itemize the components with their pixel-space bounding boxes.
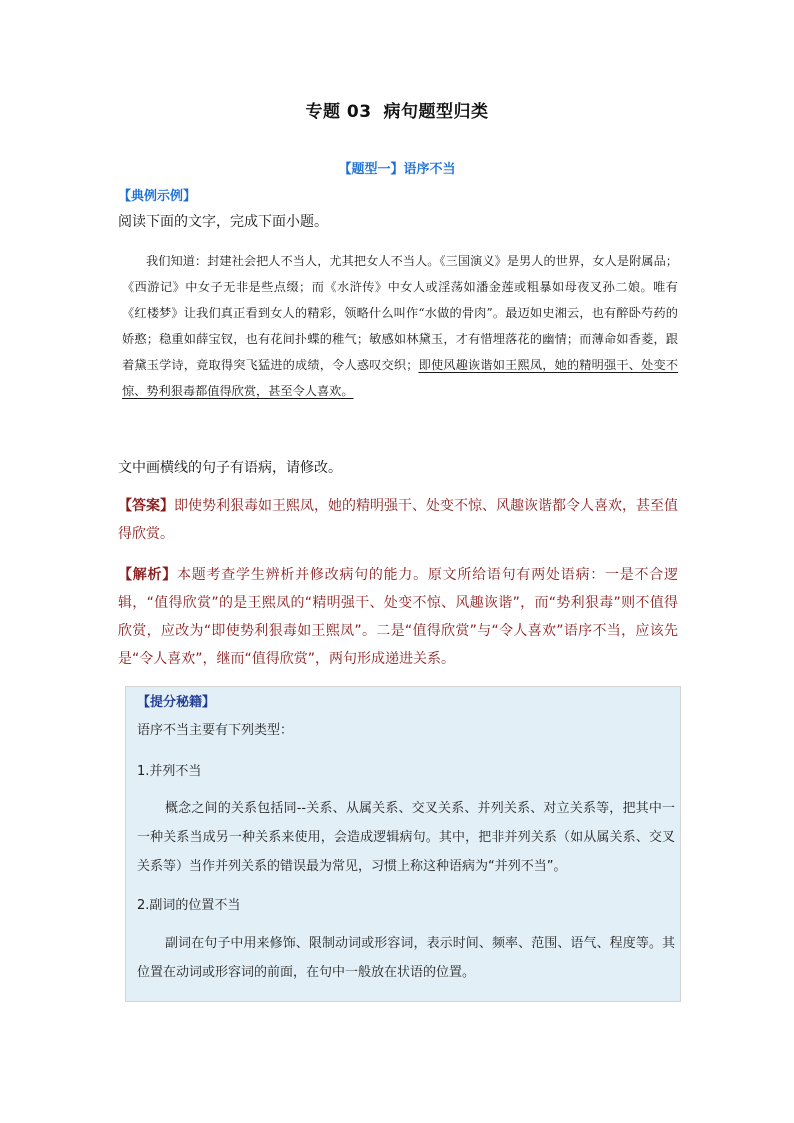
analysis-block <box>118 561 678 673</box>
title-main: 病句题型归类 <box>383 102 489 122</box>
tips-item1-heading: 1.并列不当 <box>137 764 202 779</box>
answer-tag: 【答案】 <box>118 498 174 514</box>
analysis-tag: 【解析】 <box>118 567 178 583</box>
instruction-text: 阅读下面的文字，完成下面小题。 <box>118 214 328 230</box>
answer-block <box>118 492 678 548</box>
question-text: 文中画横线的句子有语病，请修改。 <box>118 460 342 476</box>
tips-intro: 语序不当主要有下列类型： <box>137 723 294 738</box>
type-heading: 【题型一】语序不当 <box>338 162 456 177</box>
reading-passage <box>122 248 678 404</box>
title-prefix: 专题 03 <box>305 102 372 122</box>
tips-item2-heading: 2.副词的位置不当 <box>137 898 241 913</box>
passage-text: 我们知道：封建社会把人不当人，尤其把女人不当人。《三国演义》是男人的世界，女人是附属品；《西游记》中女子无非是些点缀；而《水浒传》中女人或淫荡如潘金莲或粗暴如母夜叉孙二娘。唯有《红楼梦》让我们真正看到女人的精彩，领略什么叫作“水做的骨肉”。最迈如史湘云，也有醉卧芍药的娇憨；稳重如薛宝钗，也有花间扑蝶的稚气；敏感如林黛玉，才有惜埋落花的幽情；而薄命如香菱，跟着黛玉学诗，竟取得突飞猛进的成绩，令人惑叹交织； <box>122 254 678 372</box>
example-label: 【典例示例】 <box>118 189 197 204</box>
tips-item2-text: 副词在句子中用来修饰、限制动词或形容词，表示时间、频率、范围、语气、程度等。其位置在动词或形容词的前面，在句中一般放在状语的位置。 <box>137 936 675 980</box>
analysis-text: 本题考查学生辨析并修改病句的能力。原文所给语句有两处语病：一是不合逻辑，“值得欣赏”的是王熙凤的“精明强干、处变不惊、风趣诙谐”，而“势利狠毒”则不值得欣赏，应改为“即使势利狠毒如王熙凤”。二是“值得欣赏”与“令人喜欢”语序不当，应该先是“令人喜欢”，继而“值得欣赏”，两句形成递进关系。 <box>118 567 679 667</box>
answer-text: 即使势利狠毒如王熙凤，她的精明强干、处变不惊、风趣诙谐都令人喜欢，甚至值得欣赏。 <box>118 498 678 542</box>
tips-title: 【提分秘籍】 <box>137 695 216 710</box>
underlined-sentence: 即使风趣诙谐如王熙凤，她的精明强干、处变不惊、势利狠毒都值得欣赏，甚至令人喜欢。 <box>122 358 678 398</box>
page-title <box>0 97 794 122</box>
tips-item1-text: 概念之间的关系包括同--关系、从属关系、交叉关系、并列关系、对立关系等，把其中一一种关系当成另一种关系来使用，会造成逻辑病句。其中，把非并列关系（如从属关系、交叉关系等）当作并列关系的错误最为常见，习惯上称这种语病为“并列不当”。 <box>137 801 675 874</box>
tips-box <box>125 686 681 1002</box>
